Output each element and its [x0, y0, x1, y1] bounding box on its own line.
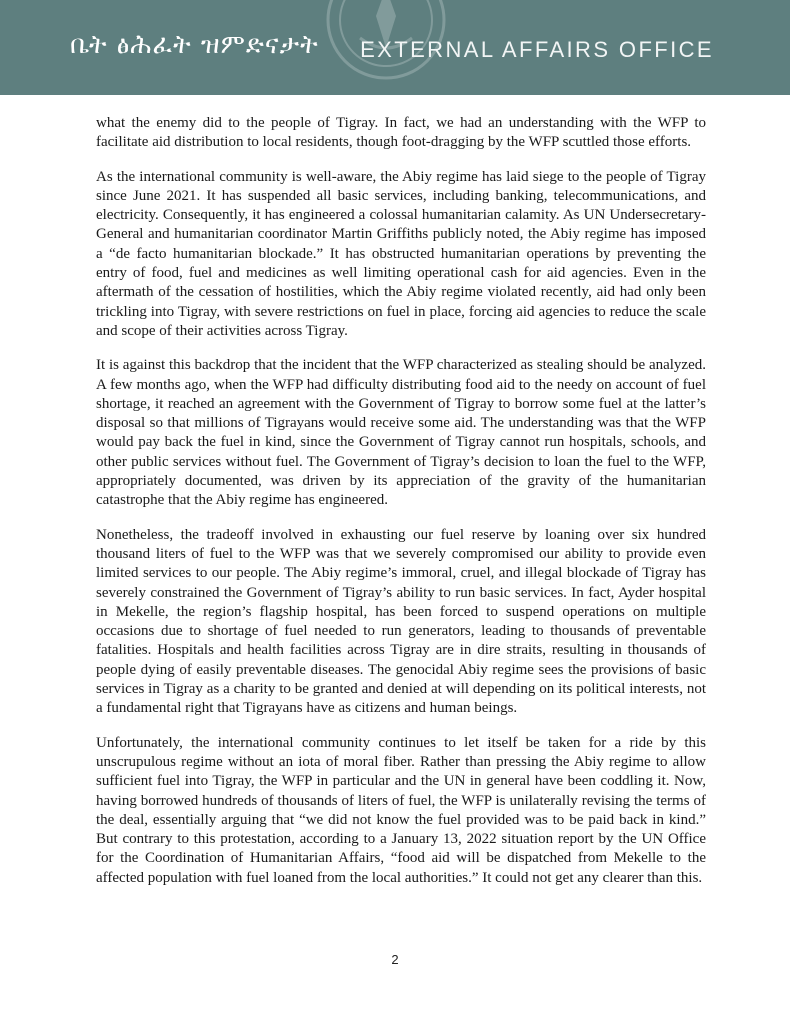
letterhead-banner: [0, 0, 790, 95]
paragraph-4: Nonetheless, the tradeoff involved in exhausting our fuel reserve by loaning over six hundred thousand liters of fuel to the WFP was that we severely compromised our ability to provide even limited services to our people. The Abiy regime’s immoral, cruel, and illegal blockade of Tigray has severely constrained the Government of Tigray’s ability to run basic services. In fact, Ayder hospital in Mekelle, the region’s flagship hospital, has been forced to suspend operations on multiple occasions due to shortage of fuel needed to run generators, leading to thousands of preventable fatalities. Hospitals and health facilities across Tigray are in dire straits, resulting in thousands of people dying of easily preventable diseases. The genocidal Abiy regime sees the provisions of basic services in Tigray as a charity to be granted and denied at will depending on its political interests, not a fundamental right that Tigrayans have as citizens and human beings.: [96, 526, 706, 717]
letter-body: [96, 114, 706, 903]
paragraph-3: It is against this backdrop that the incident that the WFP characterized as stealing should be analyzed. A few months ago, when the WFP had difficulty distributing food aid to the needy on account of fuel shortage, it reached an agreement with the Government of Tigray to borrow some fuel at the latter’s disposal so that millions of Tigrayans would receive some aid. The understanding was that the WFP would pay back the fuel in kind, since the Government of Tigray cannot run hospitals, schools, and other public services without fuel. The Government of Tigray’s decision to loan the fuel to the WFP, appropriately documented, was driven by its appreciation of the gravity of the humanitarian catastrophe that the Abiy regime has engineered.: [96, 357, 706, 509]
office-name-english: EXTERNAL AFFAIRS OFFICE: [360, 37, 714, 62]
paragraph-2: As the international community is well-aware, the Abiy regime has laid siege to the people of Tigray since June 2021. It has suspended all basic services, including banking, telecommunications, and electricity. Consequently, it has engineered a colossal humanitarian calamity. As UN Undersecretary-General and humanitarian coordinator Martin Griffiths publicly noted, the Abiy regime has imposed a “de facto humanitarian blockade.” It has obstructed humanitarian operations by preventing the entry of food, fuel and medicines as well limiting operational cash for aid agencies. Even in the aftermath of the cessation of hostilities, which the Abiy regime violated recently, aid had only been trickling into Tigray, with severe restrictions on fuel in place, forcing aid agencies to reduce the scale and scope of their activities across Tigray.: [96, 168, 706, 339]
page-number: 2: [391, 952, 399, 967]
paragraph-1: what the enemy did to the people of Tigray. In fact, we had an understanding with the WFP to facilitate aid distribution to local residents, though foot-dragging by the WFP scuttled those efforts.: [96, 115, 706, 151]
paragraph-5: Unfortunately, the international community continues to let itself be taken for a ride by this unscrupulous regime without an iota of moral fiber. Rather than pressing the Abiy regime to allow sufficient fuel into Tigray, the WFP in particular and the UN in general have been coddling it. Now, having borrowed hundreds of thousands of liters of fuel, the WFP is unilaterally revising the terms of the deal, essentially arguing that “we did not know the fuel provided was to be paid back in kind.” But contrary to this protestation, according to a January 13, 2022 situation report by the UN Office for the Coordination of Humanitarian Affairs, “food aid will be dispatched from Mekelle to the affected population with fuel loaned from the local authorities.” It could not get any clearer than this.: [96, 734, 706, 886]
office-name-amharic: ቤት ፅሕፈት ዝምድናታት: [70, 30, 319, 60]
